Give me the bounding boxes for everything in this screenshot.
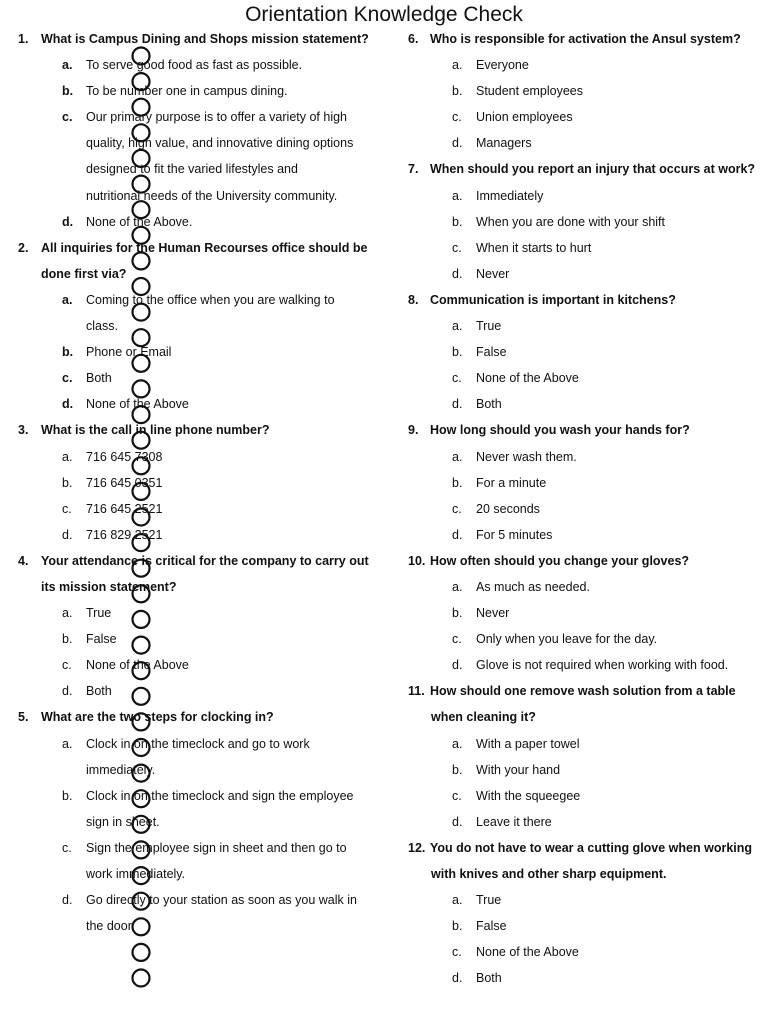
option-text: None of the Above [476,945,579,960]
answer-option [408,809,760,835]
option-letter: d. [62,527,73,542]
question-number: 4. [18,553,29,568]
option-letter: c. [452,240,462,255]
answer-option [408,522,760,548]
option-letter: b. [452,345,463,360]
option-letter: b. [452,606,463,621]
option-letter: c. [62,371,73,386]
question-text: Who is responsible for activation the Ansul system? [430,32,741,46]
option-letter: c. [62,840,72,855]
option-text: Both [86,371,112,386]
option-letter: d. [452,527,463,542]
option-text: For a minute [476,475,547,490]
option-letter: b. [452,475,463,490]
question-text: How often should you change your gloves? [430,553,690,568]
option-text-continued: immediately. [86,762,156,777]
question-line [408,417,760,443]
option-letter: a. [452,188,463,203]
question-text: All inquiries for the Human Recourses office should be [41,240,368,255]
answer-option [408,939,760,965]
option-text: Both [476,971,502,986]
answer-option [18,391,388,417]
option-letter: d. [452,266,463,281]
question-line [408,26,760,52]
option-text: Union employees [476,110,573,125]
answer-option [408,757,760,783]
answer-option [18,104,388,130]
answer-option [408,887,760,913]
option-text: 20 seconds [476,501,540,516]
option-letter: d. [452,971,463,986]
option-letter: a. [452,449,463,464]
answer-option [408,913,760,939]
question-number: 12. [408,840,426,855]
option-letter: d. [62,893,73,908]
answer-option [408,731,760,757]
option-letter: a. [62,736,73,751]
option-text: Student employees [476,84,584,99]
option-letter: c. [452,945,462,960]
option-text: 716 645 2521 [86,501,163,516]
right-question-column [408,26,760,991]
option-letter: a. [452,319,463,334]
option-letter: d. [62,397,74,412]
option-letter: c. [62,658,72,673]
answer-option [18,339,388,365]
question-line [18,235,388,261]
option-letter: a. [62,58,73,73]
answer-option [408,339,760,365]
question-line [18,26,388,52]
option-text: Never [476,606,510,621]
question-text-continued: when cleaning it? [431,710,536,725]
answer-option [408,965,760,991]
question-text-continued: done first via? [41,266,127,281]
option-text: False [86,632,117,647]
option-text: When you are done with your shift [476,214,665,229]
option-letter: c. [62,110,73,125]
question-line [408,835,760,861]
answer-bubble[interactable] [133,970,150,987]
option-text: Clock in on the timeclock and go to work [86,736,310,751]
option-text: True [86,606,112,621]
answer-option [408,600,760,626]
option-text: With a paper towel [476,736,580,751]
answer-option [18,731,388,757]
answer-option [408,470,760,496]
answer-option [18,78,388,104]
option-letter: b. [452,84,463,99]
option-text: True [476,893,502,908]
option-letter: b. [62,84,74,99]
option-text: Managers [476,136,532,151]
answer-option [18,444,388,470]
question-number: 2. [18,240,29,255]
option-text: Everyone [476,58,529,73]
option-text-continued: the door. [86,919,135,934]
option-text: Never wash them. [476,449,577,464]
option-text: Clock in on the timeclock and sign the employee [86,788,354,803]
option-letter: d. [452,814,463,829]
question-line [408,287,760,313]
option-text-continued: designed to fit the varied lifestyles and [86,162,298,177]
option-letter: a. [452,579,463,594]
question-line [18,417,388,443]
option-letter: d. [452,136,463,151]
option-letter: c. [452,788,462,803]
question-line [18,704,388,730]
option-text: None of the Above. [86,214,193,229]
option-letter: c. [452,632,462,647]
answer-option [408,652,760,678]
option-text: Coming to the office when you are walking to [86,292,335,307]
answer-option [18,209,388,235]
question-text-continued: with knives and other sharp equipment. [431,867,667,881]
question-text: Your attendance is critical for the company to carry out [41,553,369,568]
option-text: 716 645 0351 [86,475,163,490]
answer-option [18,783,388,809]
answer-option [18,600,388,626]
question-text: How should one remove wash solution from a table [430,684,736,699]
answer-option [18,887,388,913]
option-text: With your hand [476,762,561,777]
option-letter: c. [452,501,462,516]
option-letter: d. [62,214,74,229]
option-text-continued: quality, high value, and innovative dining options [86,136,354,151]
answer-option [18,522,388,548]
answer-option [18,52,388,78]
option-text: To be number one in campus dining. [86,84,288,99]
question-number: 1. [18,32,29,46]
answer-option [408,130,760,156]
option-letter: d. [62,684,73,699]
question-number: 3. [18,423,29,438]
option-text: Go directly to your station as soon as you walk in [86,893,357,908]
option-text: None of the Above [86,658,189,673]
option-text: Only when you leave for the day. [476,632,658,647]
option-text: True [476,319,502,334]
answer-option [18,652,388,678]
option-text: To serve good food as fast as possible. [86,58,303,73]
option-text-continued: work immediately. [86,867,186,881]
option-letter: a. [62,449,73,464]
question-number: 11. [408,684,425,699]
answer-option [408,391,760,417]
answer-option [408,52,760,78]
question-text: You do not have to wear a cutting glove when working [430,840,753,855]
option-letter: a. [62,292,73,307]
option-text: With the squeegee [476,788,581,803]
option-letter: b. [62,475,73,490]
question-number: 7. [408,162,419,177]
option-letter: a. [62,606,73,621]
page-title: Orientation Knowledge Check [245,3,523,26]
question-text: What is Campus Dining and Shops mission statement? [41,32,369,46]
option-text: For 5 minutes [476,527,553,542]
option-text: Sign the employee sign in sheet and then go to [86,840,347,855]
option-text: Glove is not required when working with food. [476,658,729,673]
question-line [18,548,388,574]
question-text: What are the two steps for clocking in? [41,710,274,725]
answer-option [408,626,760,652]
left-question-column [18,26,388,939]
option-letter: b. [452,919,463,934]
option-letter: c. [452,110,462,125]
option-text: False [476,919,507,934]
question-number: 5. [18,710,29,725]
question-number: 9. [408,423,419,438]
answer-option [18,365,388,391]
question-text-continued: its mission statement? [41,579,177,594]
option-letter: d. [452,658,463,673]
answer-option [408,783,760,809]
option-text: None of the Above [86,397,189,412]
option-text: Phone or Email [86,345,172,360]
question-number: 8. [408,292,419,307]
question-text: Communication is important in kitchens? [430,292,676,307]
option-text: Both [86,684,112,699]
answer-option [408,496,760,522]
option-text-continued: nutritional needs of the University community. [86,188,338,203]
option-letter: b. [62,788,73,803]
answer-option [408,183,760,209]
question-text: When should you report an injury that occurs at work? [430,162,756,177]
option-text: Immediately [476,188,544,203]
answer-option [18,287,388,313]
option-text-continued: sign in sheet. [86,814,160,829]
option-text: 716 645 7308 [86,449,163,464]
option-letter: b. [62,632,73,647]
option-text: 716 829 2521 [86,527,163,542]
option-letter: c. [62,501,72,516]
question-line [408,548,760,574]
option-letter: a. [452,58,463,73]
option-text: Both [476,397,502,412]
option-letter: b. [452,762,463,777]
question-number: 10. [408,553,426,568]
answer-option [408,78,760,104]
answer-option [408,574,760,600]
option-letter: a. [452,893,463,908]
option-letter: d. [452,397,463,412]
option-text: Leave it there [476,814,552,829]
answer-option [18,835,388,861]
option-text: As much as needed. [476,579,590,594]
answer-option [18,496,388,522]
question-line [408,678,760,704]
answer-option [408,365,760,391]
answer-option [408,444,760,470]
option-letter: c. [452,371,462,386]
option-text-continued: class. [86,319,118,334]
answer-option [18,678,388,704]
question-line [408,156,760,182]
question-number: 6. [408,32,419,46]
option-letter: b. [452,214,463,229]
answer-option [18,470,388,496]
answer-option [408,104,760,130]
answer-option [408,235,760,261]
option-text: Our primary purpose is to offer a variety of high [86,110,347,125]
option-letter: b. [62,345,74,360]
option-text: When it starts to hurt [476,240,592,255]
question-text: What is the call in line phone number? [41,423,270,438]
answer-option [408,261,760,287]
answer-option [18,626,388,652]
option-letter: a. [452,736,463,751]
option-text: Never [476,266,510,281]
question-text: How long should you wash your hands for? [430,423,690,438]
answer-bubble[interactable] [133,944,150,961]
answer-option [408,209,760,235]
answer-option [408,313,760,339]
option-text: None of the Above [476,371,579,386]
option-text: False [476,345,507,360]
